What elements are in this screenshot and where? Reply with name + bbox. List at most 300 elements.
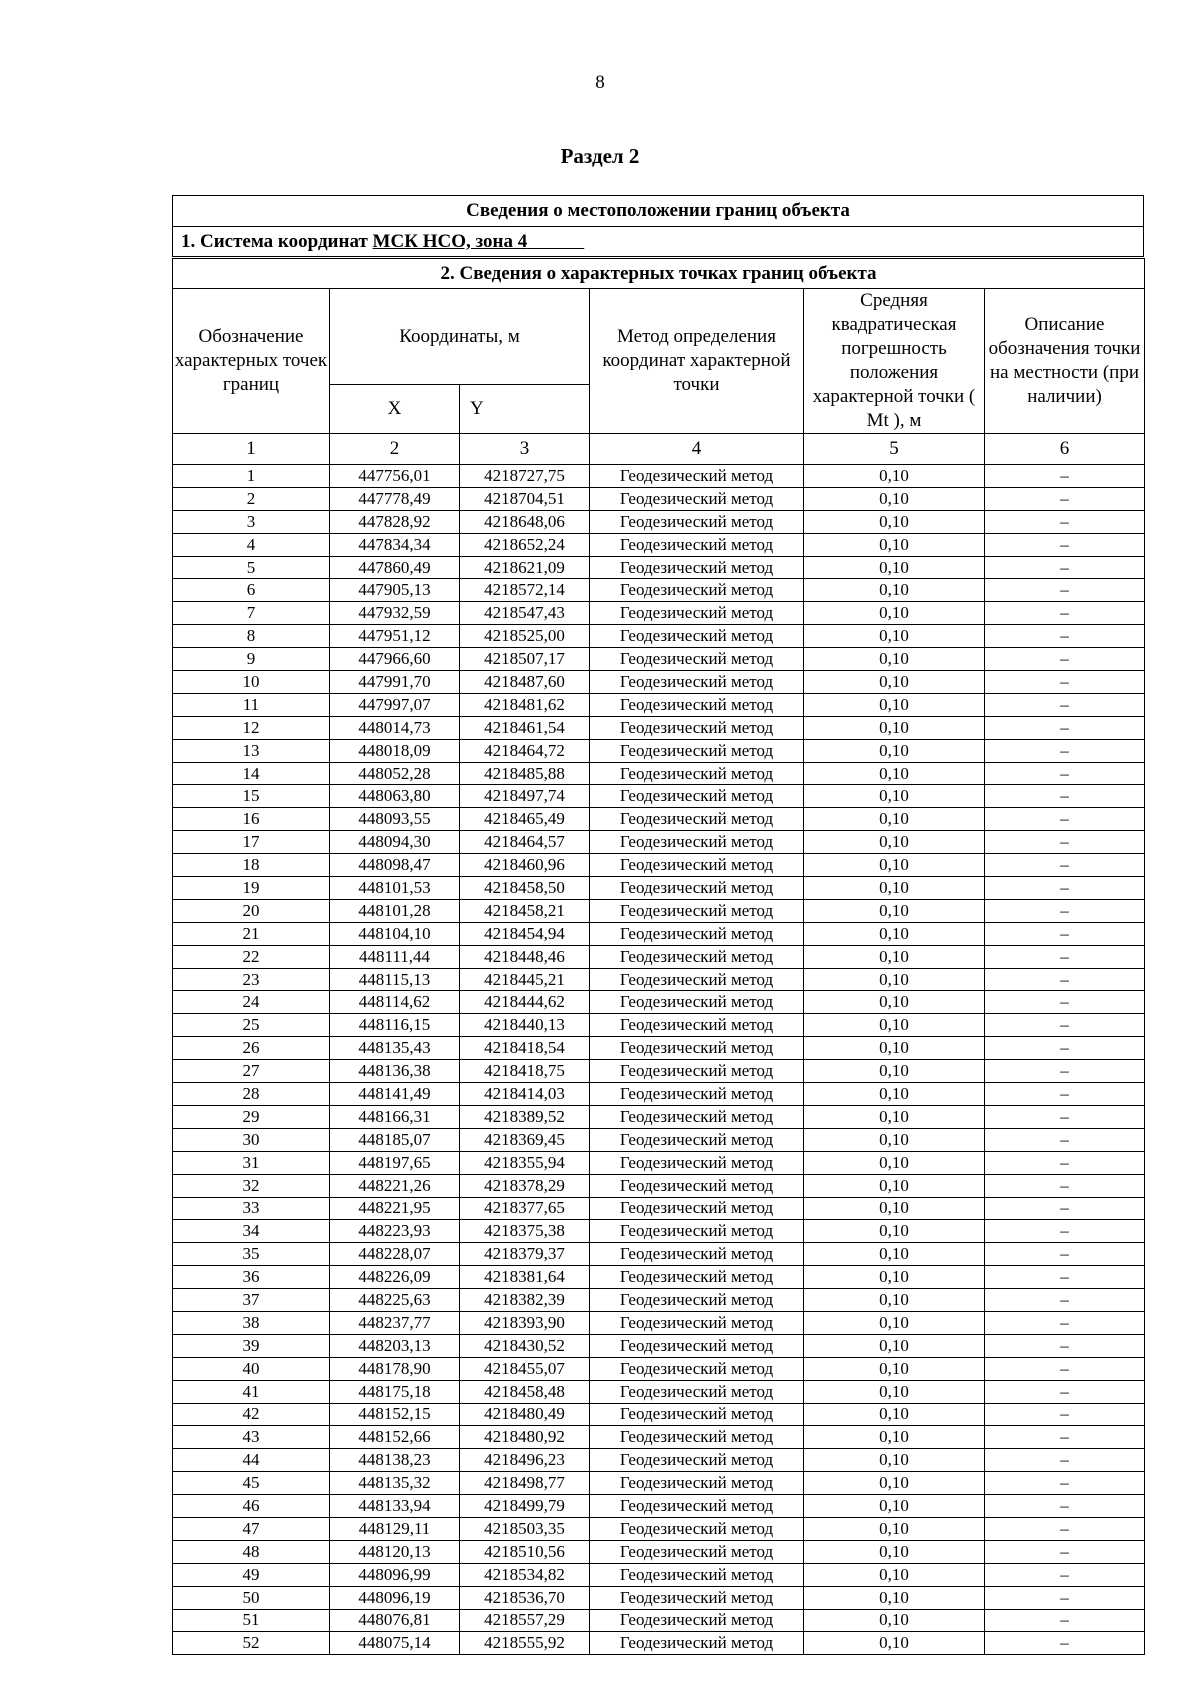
table-row bbox=[173, 1060, 1145, 1083]
accuracy: 0,10 bbox=[804, 1609, 985, 1632]
coord-y: 4218727,75 bbox=[460, 465, 590, 488]
coord-x: 448221,95 bbox=[330, 1197, 460, 1220]
description: – bbox=[985, 1609, 1145, 1632]
accuracy: 0,10 bbox=[804, 922, 985, 945]
coord-y: 4218418,75 bbox=[460, 1060, 590, 1083]
accuracy: 0,10 bbox=[804, 1426, 985, 1449]
point-number: 18 bbox=[173, 854, 330, 877]
description: – bbox=[985, 1540, 1145, 1563]
table-row bbox=[173, 1151, 1145, 1174]
description: – bbox=[985, 945, 1145, 968]
description: – bbox=[985, 785, 1145, 808]
point-number: 12 bbox=[173, 716, 330, 739]
coord-x: 448129,11 bbox=[330, 1517, 460, 1540]
point-number: 1 bbox=[173, 465, 330, 488]
coord-x: 447951,12 bbox=[330, 625, 460, 648]
coord-x: 448018,09 bbox=[330, 739, 460, 762]
point-number: 23 bbox=[173, 968, 330, 991]
header-designation: Обозначение характерных точек границ bbox=[173, 289, 330, 434]
method: Геодезический метод bbox=[590, 1632, 804, 1655]
table-row bbox=[173, 877, 1145, 900]
method: Геодезический метод bbox=[590, 1311, 804, 1334]
coord-x: 448133,94 bbox=[330, 1495, 460, 1518]
header-x: X bbox=[330, 385, 460, 434]
table-row bbox=[173, 625, 1145, 648]
method: Геодезический метод bbox=[590, 510, 804, 533]
point-number: 49 bbox=[173, 1563, 330, 1586]
coord-y: 4218507,17 bbox=[460, 648, 590, 671]
accuracy: 0,10 bbox=[804, 945, 985, 968]
accuracy: 0,10 bbox=[804, 877, 985, 900]
table-row bbox=[173, 1632, 1145, 1655]
point-number: 50 bbox=[173, 1586, 330, 1609]
table-body bbox=[173, 465, 1145, 1655]
method: Геодезический метод bbox=[590, 1060, 804, 1083]
accuracy: 0,10 bbox=[804, 510, 985, 533]
table-row bbox=[173, 693, 1145, 716]
method: Геодезический метод bbox=[590, 671, 804, 694]
accuracy: 0,10 bbox=[804, 991, 985, 1014]
coord-x: 448223,93 bbox=[330, 1220, 460, 1243]
accuracy: 0,10 bbox=[804, 854, 985, 877]
coord-x: 447932,59 bbox=[330, 602, 460, 625]
accuracy: 0,10 bbox=[804, 1357, 985, 1380]
point-number: 3 bbox=[173, 510, 330, 533]
method: Геодезический метод bbox=[590, 1495, 804, 1518]
coord-x: 448104,10 bbox=[330, 922, 460, 945]
method: Геодезический метод bbox=[590, 854, 804, 877]
table-row bbox=[173, 831, 1145, 854]
coord-y: 4218499,79 bbox=[460, 1495, 590, 1518]
description: – bbox=[985, 1060, 1145, 1083]
table-row bbox=[173, 1014, 1145, 1037]
coord-y: 4218557,29 bbox=[460, 1609, 590, 1632]
table-row bbox=[173, 1128, 1145, 1151]
coord-y: 4218480,49 bbox=[460, 1403, 590, 1426]
coord-y: 4218369,45 bbox=[460, 1128, 590, 1151]
coord-y: 4218621,09 bbox=[460, 556, 590, 579]
accuracy: 0,10 bbox=[804, 533, 985, 556]
coord-y: 4218455,07 bbox=[460, 1357, 590, 1380]
point-number: 27 bbox=[173, 1060, 330, 1083]
accuracy: 0,10 bbox=[804, 693, 985, 716]
accuracy: 0,10 bbox=[804, 1243, 985, 1266]
point-number: 45 bbox=[173, 1472, 330, 1495]
method: Геодезический метод bbox=[590, 1105, 804, 1128]
coord-y: 4218510,56 bbox=[460, 1540, 590, 1563]
coord-y: 4218389,52 bbox=[460, 1105, 590, 1128]
coord-y: 4218481,62 bbox=[460, 693, 590, 716]
point-number: 43 bbox=[173, 1426, 330, 1449]
header-box bbox=[172, 195, 1144, 257]
column-number: 4 bbox=[590, 434, 804, 465]
accuracy: 0,10 bbox=[804, 1517, 985, 1540]
accuracy: 0,10 bbox=[804, 1449, 985, 1472]
coord-y: 4218547,43 bbox=[460, 602, 590, 625]
table-row bbox=[173, 556, 1145, 579]
description: – bbox=[985, 1197, 1145, 1220]
coord-y: 4218393,90 bbox=[460, 1311, 590, 1334]
table-row bbox=[173, 1380, 1145, 1403]
accuracy: 0,10 bbox=[804, 1632, 985, 1655]
description: – bbox=[985, 1517, 1145, 1540]
description: – bbox=[985, 648, 1145, 671]
point-number: 22 bbox=[173, 945, 330, 968]
accuracy: 0,10 bbox=[804, 1403, 985, 1426]
accuracy: 0,10 bbox=[804, 1289, 985, 1312]
coord-x: 448166,31 bbox=[330, 1105, 460, 1128]
accuracy: 0,10 bbox=[804, 1105, 985, 1128]
coord-y: 4218458,48 bbox=[460, 1380, 590, 1403]
coord-x: 448098,47 bbox=[330, 854, 460, 877]
coord-x: 448228,07 bbox=[330, 1243, 460, 1266]
header-y: Y bbox=[460, 385, 590, 434]
description: – bbox=[985, 922, 1145, 945]
coord-x: 448075,14 bbox=[330, 1632, 460, 1655]
table-row bbox=[173, 1517, 1145, 1540]
point-number: 51 bbox=[173, 1609, 330, 1632]
table-row bbox=[173, 854, 1145, 877]
method: Геодезический метод bbox=[590, 1266, 804, 1289]
method: Геодезический метод bbox=[590, 1449, 804, 1472]
coord-system-line bbox=[173, 227, 1143, 256]
coord-x: 448101,53 bbox=[330, 877, 460, 900]
table-row bbox=[173, 991, 1145, 1014]
method: Геодезический метод bbox=[590, 1083, 804, 1106]
coord-system-value: МСК НСО, зона 4 bbox=[372, 231, 528, 252]
description: – bbox=[985, 625, 1145, 648]
accuracy: 0,10 bbox=[804, 1472, 985, 1495]
description: – bbox=[985, 1289, 1145, 1312]
accuracy: 0,10 bbox=[804, 716, 985, 739]
point-number: 16 bbox=[173, 808, 330, 831]
point-number: 25 bbox=[173, 1014, 330, 1037]
coord-y: 4218458,50 bbox=[460, 877, 590, 900]
description: – bbox=[985, 1563, 1145, 1586]
method: Геодезический метод bbox=[590, 716, 804, 739]
point-number: 31 bbox=[173, 1151, 330, 1174]
coord-y: 4218497,74 bbox=[460, 785, 590, 808]
coord-x: 448237,77 bbox=[330, 1311, 460, 1334]
description: – bbox=[985, 831, 1145, 854]
table-row bbox=[173, 648, 1145, 671]
point-number: 42 bbox=[173, 1403, 330, 1426]
accuracy: 0,10 bbox=[804, 899, 985, 922]
page-number: 8 bbox=[595, 72, 605, 93]
table-row bbox=[173, 1105, 1145, 1128]
description: – bbox=[985, 1105, 1145, 1128]
point-number: 46 bbox=[173, 1495, 330, 1518]
description: – bbox=[985, 1334, 1145, 1357]
table-row bbox=[173, 1197, 1145, 1220]
coord-x: 447905,13 bbox=[330, 579, 460, 602]
points-section-title: 2. Сведения о характерных точках границ объекта bbox=[173, 259, 1145, 289]
table-row bbox=[173, 716, 1145, 739]
method: Геодезический метод bbox=[590, 762, 804, 785]
coord-x: 448138,23 bbox=[330, 1449, 460, 1472]
method: Геодезический метод bbox=[590, 785, 804, 808]
method: Геодезический метод bbox=[590, 1174, 804, 1197]
description: – bbox=[985, 1472, 1145, 1495]
header-description: Описание обозначения точки на местности (при наличии) bbox=[985, 289, 1145, 434]
point-number: 41 bbox=[173, 1380, 330, 1403]
description: – bbox=[985, 1632, 1145, 1655]
coord-y: 4218503,35 bbox=[460, 1517, 590, 1540]
coord-x: 448063,80 bbox=[330, 785, 460, 808]
description: – bbox=[985, 968, 1145, 991]
coord-y: 4218536,70 bbox=[460, 1586, 590, 1609]
coord-x: 448014,73 bbox=[330, 716, 460, 739]
header-method: Метод определения координат характерной точки bbox=[590, 289, 804, 434]
table-row bbox=[173, 579, 1145, 602]
accuracy: 0,10 bbox=[804, 1266, 985, 1289]
coord-y: 4218652,24 bbox=[460, 533, 590, 556]
accuracy: 0,10 bbox=[804, 739, 985, 762]
description: – bbox=[985, 991, 1145, 1014]
method: Геодезический метод bbox=[590, 808, 804, 831]
coord-x: 447828,92 bbox=[330, 510, 460, 533]
description: – bbox=[985, 1128, 1145, 1151]
method: Геодезический метод bbox=[590, 693, 804, 716]
method: Геодезический метод bbox=[590, 1014, 804, 1037]
coord-y: 4218464,57 bbox=[460, 831, 590, 854]
coord-x: 448076,81 bbox=[330, 1609, 460, 1632]
point-number: 26 bbox=[173, 1037, 330, 1060]
coord-y: 4218496,23 bbox=[460, 1449, 590, 1472]
table-row bbox=[173, 1426, 1145, 1449]
table-row bbox=[173, 899, 1145, 922]
method: Геодезический метод bbox=[590, 1403, 804, 1426]
point-number: 19 bbox=[173, 877, 330, 900]
method: Геодезический метод bbox=[590, 625, 804, 648]
table-row bbox=[173, 1449, 1145, 1472]
description: – bbox=[985, 1266, 1145, 1289]
description: – bbox=[985, 579, 1145, 602]
boundary-points-table bbox=[172, 258, 1145, 1655]
table-row bbox=[173, 1243, 1145, 1266]
point-number: 8 bbox=[173, 625, 330, 648]
coord-x: 448052,28 bbox=[330, 762, 460, 785]
description: – bbox=[985, 602, 1145, 625]
method: Геодезический метод bbox=[590, 899, 804, 922]
coord-x: 447966,60 bbox=[330, 648, 460, 671]
accuracy: 0,10 bbox=[804, 1220, 985, 1243]
accuracy: 0,10 bbox=[804, 487, 985, 510]
table-row bbox=[173, 1220, 1145, 1243]
method: Геодезический метод bbox=[590, 648, 804, 671]
accuracy: 0,10 bbox=[804, 1197, 985, 1220]
description: – bbox=[985, 854, 1145, 877]
method: Геодезический метод bbox=[590, 1563, 804, 1586]
method: Геодезический метод bbox=[590, 739, 804, 762]
coord-y: 4218461,54 bbox=[460, 716, 590, 739]
method: Геодезический метод bbox=[590, 1220, 804, 1243]
table-row bbox=[173, 785, 1145, 808]
coord-x: 448093,55 bbox=[330, 808, 460, 831]
method: Геодезический метод bbox=[590, 831, 804, 854]
point-number: 47 bbox=[173, 1517, 330, 1540]
coord-y: 4218458,21 bbox=[460, 899, 590, 922]
accuracy: 0,10 bbox=[804, 968, 985, 991]
table-row bbox=[173, 968, 1145, 991]
coord-x: 448094,30 bbox=[330, 831, 460, 854]
description: – bbox=[985, 1151, 1145, 1174]
accuracy: 0,10 bbox=[804, 1060, 985, 1083]
coord-y: 4218648,06 bbox=[460, 510, 590, 533]
point-number: 34 bbox=[173, 1220, 330, 1243]
column-number: 2 bbox=[330, 434, 460, 465]
coord-y: 4218414,03 bbox=[460, 1083, 590, 1106]
method: Геодезический метод bbox=[590, 556, 804, 579]
accuracy: 0,10 bbox=[804, 1311, 985, 1334]
coord-y: 4218534,82 bbox=[460, 1563, 590, 1586]
table-row bbox=[173, 487, 1145, 510]
coord-x: 448111,44 bbox=[330, 945, 460, 968]
point-number: 39 bbox=[173, 1334, 330, 1357]
point-number: 36 bbox=[173, 1266, 330, 1289]
method: Геодезический метод bbox=[590, 877, 804, 900]
description: – bbox=[985, 1083, 1145, 1106]
description: – bbox=[985, 1449, 1145, 1472]
coord-y: 4218440,13 bbox=[460, 1014, 590, 1037]
accuracy: 0,10 bbox=[804, 465, 985, 488]
accuracy: 0,10 bbox=[804, 1083, 985, 1106]
header-coordinates: Координаты, м bbox=[330, 289, 590, 385]
coord-y: 4218382,39 bbox=[460, 1289, 590, 1312]
description: – bbox=[985, 1243, 1145, 1266]
coord-x: 448178,90 bbox=[330, 1357, 460, 1380]
point-number: 24 bbox=[173, 991, 330, 1014]
column-number: 1 bbox=[173, 434, 330, 465]
description: – bbox=[985, 510, 1145, 533]
description: – bbox=[985, 1037, 1145, 1060]
point-number: 48 bbox=[173, 1540, 330, 1563]
accuracy: 0,10 bbox=[804, 1128, 985, 1151]
coord-x: 447860,49 bbox=[330, 556, 460, 579]
coord-x: 448136,38 bbox=[330, 1060, 460, 1083]
table-row bbox=[173, 1472, 1145, 1495]
coord-y: 4218572,14 bbox=[460, 579, 590, 602]
table-row bbox=[173, 1334, 1145, 1357]
point-number: 40 bbox=[173, 1357, 330, 1380]
coord-y: 4218445,21 bbox=[460, 968, 590, 991]
coord-x: 448101,28 bbox=[330, 899, 460, 922]
method: Геодезический метод bbox=[590, 487, 804, 510]
table-row bbox=[173, 671, 1145, 694]
point-number: 4 bbox=[173, 533, 330, 556]
accuracy: 0,10 bbox=[804, 556, 985, 579]
coord-y: 4218377,65 bbox=[460, 1197, 590, 1220]
table-row bbox=[173, 1311, 1145, 1334]
column-number: 6 bbox=[985, 434, 1145, 465]
method: Геодезический метод bbox=[590, 922, 804, 945]
points-section-row bbox=[173, 259, 1145, 289]
method: Геодезический метод bbox=[590, 1334, 804, 1357]
header-row bbox=[173, 289, 1145, 385]
method: Геодезический метод bbox=[590, 465, 804, 488]
description: – bbox=[985, 465, 1145, 488]
column-number: 3 bbox=[460, 434, 590, 465]
method: Геодезический метод bbox=[590, 968, 804, 991]
description: – bbox=[985, 808, 1145, 831]
coord-y: 4218555,92 bbox=[460, 1632, 590, 1655]
point-number: 17 bbox=[173, 831, 330, 854]
table-row bbox=[173, 1586, 1145, 1609]
coord-x: 448203,13 bbox=[330, 1334, 460, 1357]
coord-y: 4218379,37 bbox=[460, 1243, 590, 1266]
coord-y: 4218444,62 bbox=[460, 991, 590, 1014]
description: – bbox=[985, 1220, 1145, 1243]
method: Геодезический метод bbox=[590, 945, 804, 968]
point-number: 28 bbox=[173, 1083, 330, 1106]
point-number: 7 bbox=[173, 602, 330, 625]
method: Геодезический метод bbox=[590, 1289, 804, 1312]
coord-x: 447834,34 bbox=[330, 533, 460, 556]
point-number: 5 bbox=[173, 556, 330, 579]
accuracy: 0,10 bbox=[804, 1495, 985, 1518]
method: Геодезический метод bbox=[590, 1609, 804, 1632]
accuracy: 0,10 bbox=[804, 808, 985, 831]
method: Геодезический метод bbox=[590, 602, 804, 625]
description: – bbox=[985, 533, 1145, 556]
table-row bbox=[173, 533, 1145, 556]
coord-y: 4218381,64 bbox=[460, 1266, 590, 1289]
accuracy: 0,10 bbox=[804, 1563, 985, 1586]
coord-y: 4218460,96 bbox=[460, 854, 590, 877]
table-row bbox=[173, 1266, 1145, 1289]
table-row bbox=[173, 1403, 1145, 1426]
description: – bbox=[985, 1426, 1145, 1449]
accuracy: 0,10 bbox=[804, 602, 985, 625]
coord-system-label: 1. Система координат bbox=[181, 231, 368, 252]
coord-y: 4218485,88 bbox=[460, 762, 590, 785]
description: – bbox=[985, 899, 1145, 922]
coord-x: 448120,13 bbox=[330, 1540, 460, 1563]
block-title: Сведения о местоположении границ объекта bbox=[173, 196, 1143, 227]
accuracy: 0,10 bbox=[804, 1334, 985, 1357]
coord-x: 448115,13 bbox=[330, 968, 460, 991]
description: – bbox=[985, 1586, 1145, 1609]
table-row bbox=[173, 1609, 1145, 1632]
accuracy: 0,10 bbox=[804, 1037, 985, 1060]
point-number: 37 bbox=[173, 1289, 330, 1312]
accuracy: 0,10 bbox=[804, 1586, 985, 1609]
description: – bbox=[985, 1174, 1145, 1197]
method: Геодезический метод bbox=[590, 533, 804, 556]
coord-x: 448096,99 bbox=[330, 1563, 460, 1586]
point-number: 30 bbox=[173, 1128, 330, 1151]
point-number: 2 bbox=[173, 487, 330, 510]
method: Геодезический метод bbox=[590, 1357, 804, 1380]
coord-x: 448152,15 bbox=[330, 1403, 460, 1426]
coord-x: 448114,62 bbox=[330, 991, 460, 1014]
method: Геодезический метод bbox=[590, 1426, 804, 1449]
table-row bbox=[173, 1357, 1145, 1380]
coord-y: 4218465,49 bbox=[460, 808, 590, 831]
description: – bbox=[985, 739, 1145, 762]
coord-y: 4218418,54 bbox=[460, 1037, 590, 1060]
point-number: 44 bbox=[173, 1449, 330, 1472]
description: – bbox=[985, 487, 1145, 510]
description: – bbox=[985, 1357, 1145, 1380]
table-row bbox=[173, 1174, 1145, 1197]
table-row bbox=[173, 1037, 1145, 1060]
coord-x: 447778,49 bbox=[330, 487, 460, 510]
coord-x: 447756,01 bbox=[330, 465, 460, 488]
description: – bbox=[985, 1380, 1145, 1403]
coord-x: 448175,18 bbox=[330, 1380, 460, 1403]
coord-x: 448226,09 bbox=[330, 1266, 460, 1289]
